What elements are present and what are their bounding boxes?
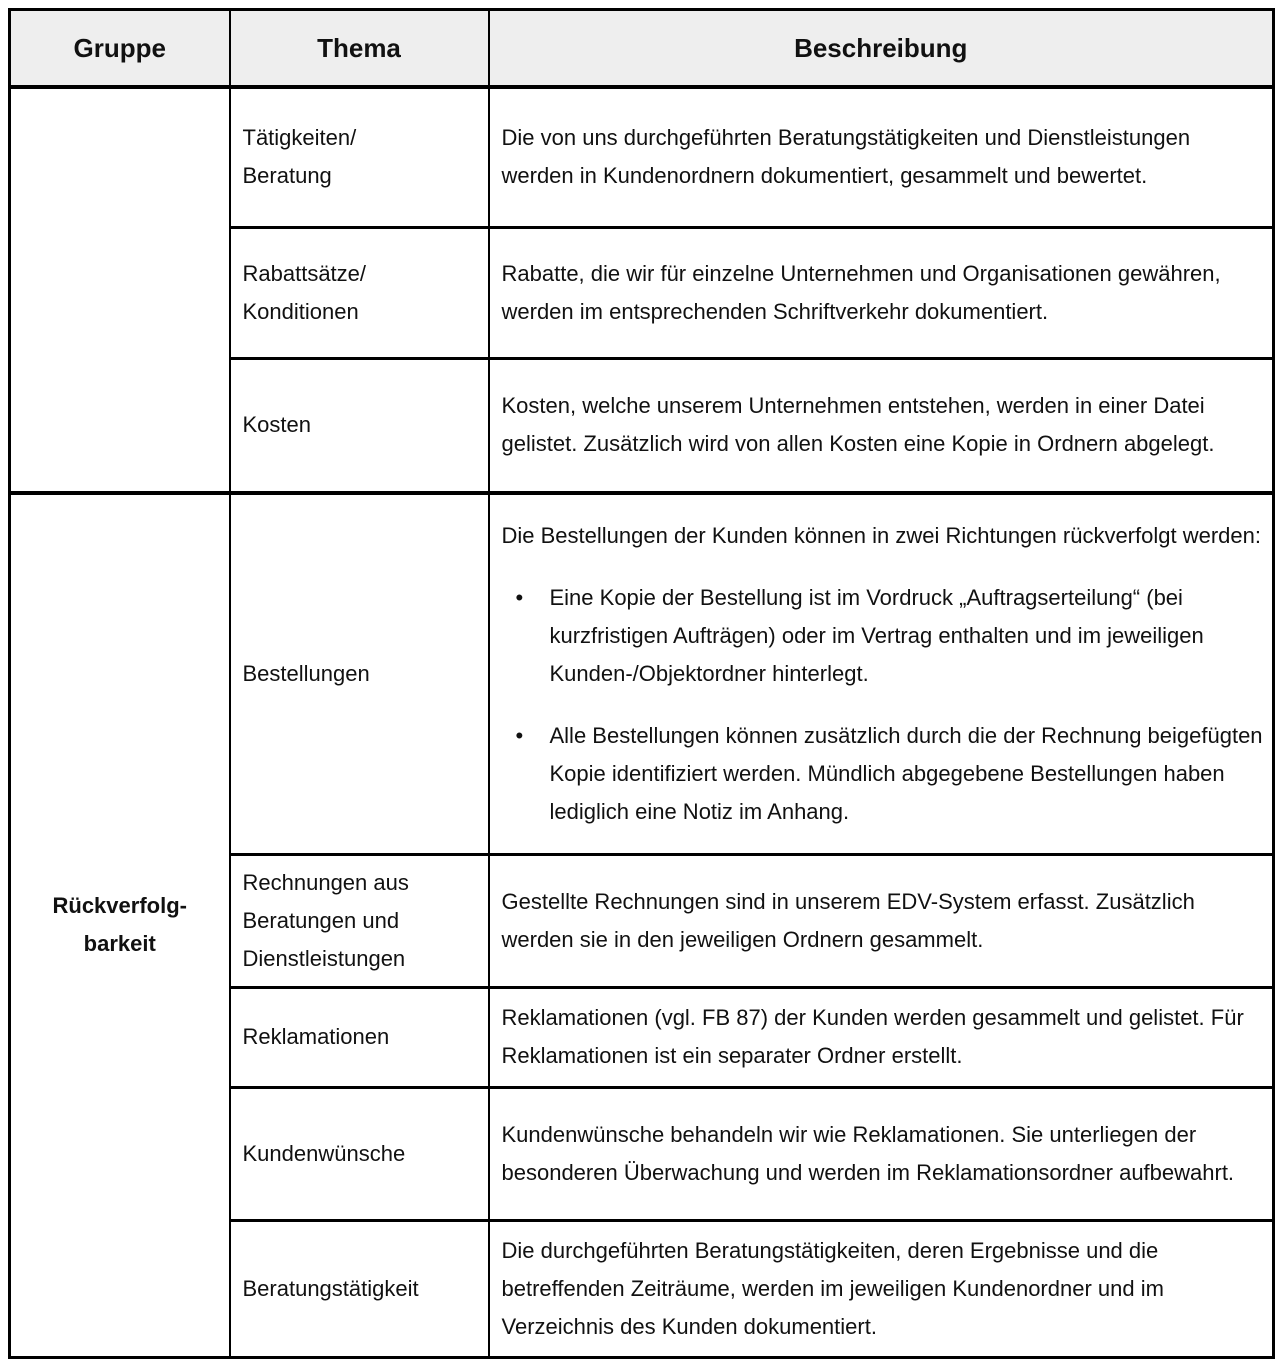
bullet-text: Alle Bestellungen können zusätzlich durch die der Rechnung beigefügten Kopie identifiziert werden. Mündlich abgegebene Bestellungen haben lediglich eine Notiz im Anhang. — [549, 722, 1263, 824]
thema-cell — [230, 227, 489, 358]
thema-cell — [230, 854, 489, 987]
beschreibung-text: Rabatte, die wir für einzelne Unternehmen und Organisationen gewähren, werden im entsprechenden Schriftverkehr dokumentiert. — [501, 260, 1221, 324]
beschreibung-cell — [489, 227, 1274, 358]
header-row — [10, 10, 1274, 88]
thema-cell — [230, 358, 489, 493]
beschreibung-cell — [489, 358, 1274, 493]
thema-line: Beratung — [242, 163, 332, 189]
beschreibung-text: Die von uns durchgeführten Beratungstätigkeiten und Dienstleistungen werden in Kundenordnern dokumentiert, gesammelt und bewertet. — [501, 125, 1191, 189]
gruppe-thema-beschreibung-table — [8, 8, 1275, 1359]
bullet-icon: • — [515, 722, 524, 748]
gruppe-cell-empty — [10, 87, 230, 493]
thema-cell — [230, 1220, 489, 1357]
thema-cell — [230, 493, 489, 854]
thema-line: Dienstleistungen — [242, 945, 406, 971]
beschreibung-text: Kundenwünsche behandeln wir wie Reklamationen. Sie unterliegen der besonderen Überwachung und werden im Reklamationsordner aufbewahrt. — [501, 1121, 1235, 1185]
gruppe-line: Rückverfolg- — [52, 893, 187, 919]
beschreibung-intro: Die Bestellungen der Kunden können in zwei Richtungen rückverfolgt werden: — [501, 522, 1261, 548]
thema-line: Kosten — [242, 412, 311, 438]
beschreibung-cell — [489, 493, 1274, 854]
table-row-bestellungen — [10, 493, 1274, 854]
bullet-text: Eine Kopie der Bestellung ist im Vordruck „Auftragserteilung“ (bei kurzfristigen Aufträgen) oder im Vertrag enthalten und im jeweiligen Kunden-/Objektordner hinterlegt. — [549, 584, 1204, 686]
thema-line: Rechnungen aus — [242, 869, 409, 895]
gruppe-cell-rueckverfolgbarkeit — [10, 493, 230, 1357]
bullet-icon: • — [515, 584, 524, 610]
gruppe-line: barkeit — [83, 931, 156, 957]
beschreibung-cell — [489, 1087, 1274, 1220]
table-row-taetigkeiten-beratung — [10, 87, 1274, 227]
beschreibung-text: Reklamationen (vgl. FB 87) der Kunden werden gesammelt und gelistet. Für Reklamationen ist ein separater Ordner erstellt. — [501, 1005, 1244, 1068]
thema-line: Bestellungen — [242, 660, 370, 686]
thema-cell — [230, 87, 489, 227]
column-header-gruppe: Gruppe — [10, 10, 230, 88]
column-header-beschreibung: Beschreibung — [489, 10, 1274, 88]
beschreibung-text: Gestellte Rechnungen sind in unserem EDV-System erfasst. Zusätzlich werden sie in den jeweiligen Ordnern gesammelt. — [501, 888, 1195, 952]
thema-line: Beratungstätigkeit — [242, 1275, 419, 1301]
beschreibung-cell — [489, 854, 1274, 987]
beschreibung-cell — [489, 1220, 1274, 1357]
thema-line: Rabattsätze/ — [242, 260, 367, 286]
thema-cell — [230, 987, 489, 1087]
thema-cell — [230, 1087, 489, 1220]
thema-line: Beratungen und — [242, 907, 400, 933]
beschreibung-cell — [489, 87, 1274, 227]
column-header-thema: Thema — [230, 10, 489, 88]
beschreibung-text: Kosten, welche unserem Unternehmen entstehen, werden in einer Datei gelistet. Zusätzlich wird von allen Kosten eine Kopie in Ordnern abgelegt. — [501, 393, 1215, 457]
bullet-item — [502, 579, 1265, 693]
bullet-item — [502, 717, 1265, 831]
thema-line: Kundenwünsche — [242, 1140, 406, 1166]
thema-line: Tätigkeiten/ — [242, 125, 357, 151]
thema-line: Konditionen — [242, 298, 359, 324]
thema-line: Reklamationen — [242, 1024, 390, 1049]
beschreibung-cell — [489, 987, 1274, 1087]
beschreibung-text: Die durchgeführten Beratungstätigkeiten, deren Ergebnisse und die betreffenden Zeiträume, werden im jeweiligen Kundenordner und im Verzeichnis des Kunden dokumentiert. — [501, 1237, 1164, 1339]
